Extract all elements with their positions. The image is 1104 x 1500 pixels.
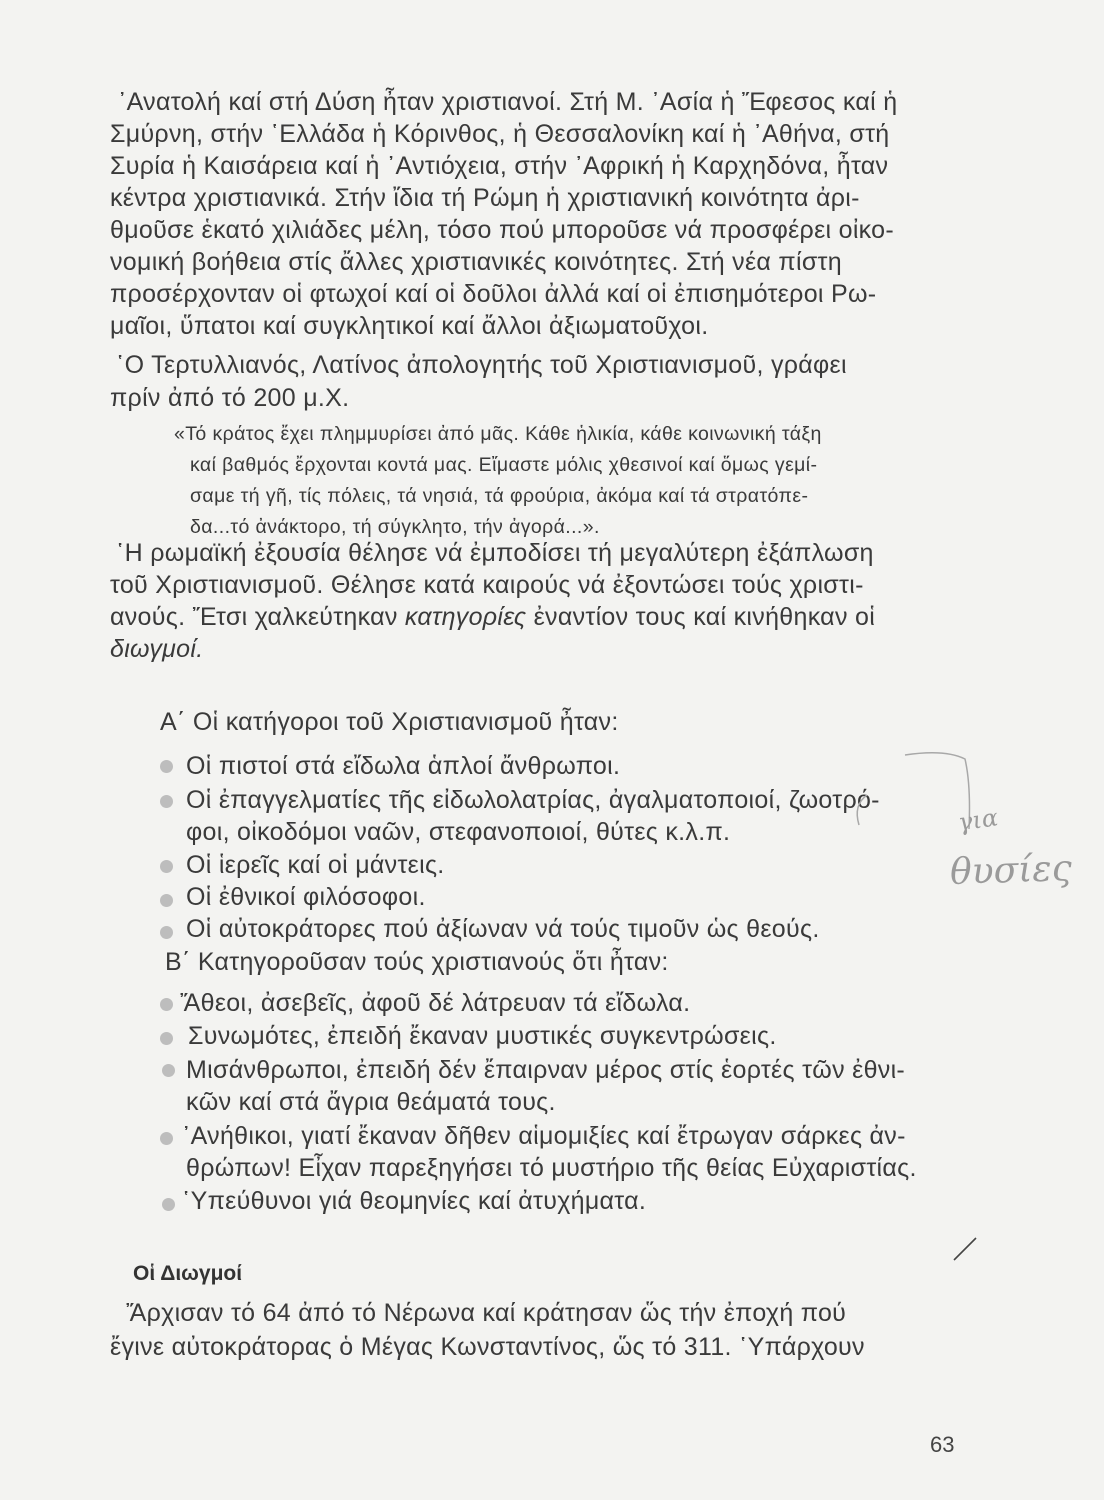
text-line: προσέρχονταν οἱ φτωχοί καί οἱ δοῦλοι ἀλλά καί οἱ ἐπισημότεροι Ρω- <box>110 280 877 308</box>
bullet-line: κῶν καί στά ἄγρια θεάματά τους. <box>186 1088 556 1116</box>
bullet-icon <box>160 1132 173 1145</box>
italic-term: κατηγορίες <box>404 603 527 631</box>
quote-line: δα...τό ἀνάκτορο, τή σύγκλητο, τήν ἀγορά...». <box>190 516 600 538</box>
italic-term: διωγμοί. <box>110 635 204 663</box>
bullet-icon <box>160 926 173 939</box>
section-heading: Οἱ Διωγμοί <box>133 1262 243 1285</box>
bullet-line: Ἄθεοι, ἀσεβεῖς, ἀφοῦ δέ λάτρευαν τά εἴδωλα. <box>180 989 691 1017</box>
text-line: ἔγινε αὐτοκράτορας ὁ Μέγας Κωνσταντίνος, ὥς τό 311. ῾Υπάρχουν <box>110 1333 865 1361</box>
bullet-line: Μισάνθρωποι, ἐπειδή δέν ἔπαιρναν μέρος στίς ἑορτές τῶν ἐθνι- <box>186 1056 906 1084</box>
bullet-line: Οἱ ἱερεῖς καί οἱ μάντεις. <box>186 851 445 879</box>
bullet-line: Οἱ πιστοί στά εἴδωλα ἁπλοί ἄνθρωποι. <box>186 752 621 780</box>
text-line: Συρία ἡ Καισάρεια καί ἡ ᾿Αντιόχεια, στήν ᾿Αφρική ἡ Καρχηδόνα, ἦταν <box>110 152 889 180</box>
bullet-icon <box>160 760 173 773</box>
bullet-icon <box>160 795 173 808</box>
quote-line: «Τό κράτος ἔχει πλημμυρίσει ἀπό μᾶς. Κάθε ἡλικία, κάθε κοινωνική τάξη <box>174 423 822 445</box>
bullet-line: θρώπων! Εἶχαν παρεξηγήσει τό μυστήριο τῆς θείας Εὐχαριστίας. <box>186 1154 917 1182</box>
bullet-icon <box>160 860 173 873</box>
bullet-line: ῾Υπεύθυνοι γιά θεομηνίες καί ἀτυχήματα. <box>182 1187 647 1215</box>
quote-line: καί βαθμός ἔρχονται κοντά μας. Εἴμαστε μόλις χθεσινοί καί ὅμως γεμί- <box>190 454 818 476</box>
bullet-line: φοι, οἰκοδόμοι ναῶν, στεφανοποιοί, θύτες κ.λ.π. <box>186 818 731 846</box>
text-line: κέντρα χριστιανικά. Στήν ἴδια τή Ρώμη ἡ χριστιανική κοινότητα ἀρι- <box>110 184 860 212</box>
bullet-line: Οἱ αὐτοκράτορες πού ἀξίωναν νά τούς τιμοῦν ὡς θεούς. <box>186 915 820 943</box>
text-line: πρίν ἀπό τό 200 μ.Χ. <box>110 384 350 412</box>
section-b-heading: Β΄ Κατηγοροῦσαν τούς χριστιανούς ὅτι ἦταν: <box>165 948 669 976</box>
section-a-heading: Α΄ Οἱ κατήγοροι τοῦ Χριστιανισμοῦ ἦταν: <box>160 708 619 736</box>
bullet-line: ᾿Ανήθικοι, γιατί ἔκαναν δῆθεν αἱμομιξίες καί ἔτρωγαν σάρκες ἀν- <box>182 1122 906 1150</box>
pencil-mark <box>950 1234 980 1264</box>
bullet-icon <box>162 1064 175 1077</box>
text-line: ῾Η ρωμαϊκή ἐξουσία θέλησε νά ἐμποδίσει τή μεγαλύτερη ἐξάπλωση <box>116 539 874 567</box>
text-line: τοῦ Χριστιανισμοῦ. Θέλησε κατά καιρούς νά ἐξοντώσει τούς χριστι- <box>110 571 864 599</box>
text-span: ανούς. Ἔτσι χαλκεύτηκαν <box>110 603 398 631</box>
page-number: 63 <box>930 1432 955 1457</box>
bullet-icon <box>160 998 173 1011</box>
bullet-line: Συνωμότες, ἐπειδή ἔκαναν μυστικές συγκεντρώσεις. <box>188 1022 777 1050</box>
text-line: Ἄρχισαν τό 64 ἀπό τό Νέρωνα καί κράτησαν ὥς τήν ἐποχή πού <box>126 1299 847 1327</box>
bullet-icon <box>160 1032 173 1045</box>
text-line: ῾Ο Τερτυλλιανός, Λατίνος ἀπολογητής τοῦ Χριστιανισμοῦ, γράφει <box>116 351 847 379</box>
bullet-line: Οἱ ἐπαγγελματίες τῆς εἰδωλολατρίας, ἀγαλματοποιοί, ζωοτρό- <box>186 786 880 814</box>
text-line: θμοῦσε ἑκατό χιλιάδες μέλη, τόσο πού μποροῦσε νά προσφέρει οἰκο- <box>110 216 895 244</box>
text-line <box>110 601 875 633</box>
text-line: νομική βοήθεια στίς ἄλλες χριστιανικές κοινότητες. Στή νέα πίστη <box>110 248 842 276</box>
bullet-icon <box>160 894 173 907</box>
text-line: μαῖοι, ὕπατοι καί συγκλητικοί καί ἄλλοι ἀξιωματοῦχοι. <box>110 312 709 340</box>
bullet-line: Οἱ ἐθνικοί φιλόσοφοι. <box>186 883 426 911</box>
margin-note-word: για <box>956 803 1000 837</box>
text-line: Σμύρνη, στήν ῾Ελλάδα ἡ Κόρινθος, ἡ Θεσσαλονίκη καί ἡ ᾿Αθήνα, στή <box>110 120 890 148</box>
text-span: ἐναντίον τους καί κινήθηκαν οἱ <box>533 603 876 631</box>
quote-line: σαμε τή γῆ, τίς πόλεις, τά νησιά, τά φρούρια, ἀκόμα καί τά στρατόπε- <box>190 485 809 507</box>
margin-note-word: θυσίες <box>949 847 1073 894</box>
text-line: ᾿Ανατολή καί στή Δύση ἦταν χριστιανοί. Στή Μ. ᾿Ασία ἡ Ἔφεσος καί ἡ <box>118 88 898 116</box>
bullet-icon <box>162 1198 175 1211</box>
